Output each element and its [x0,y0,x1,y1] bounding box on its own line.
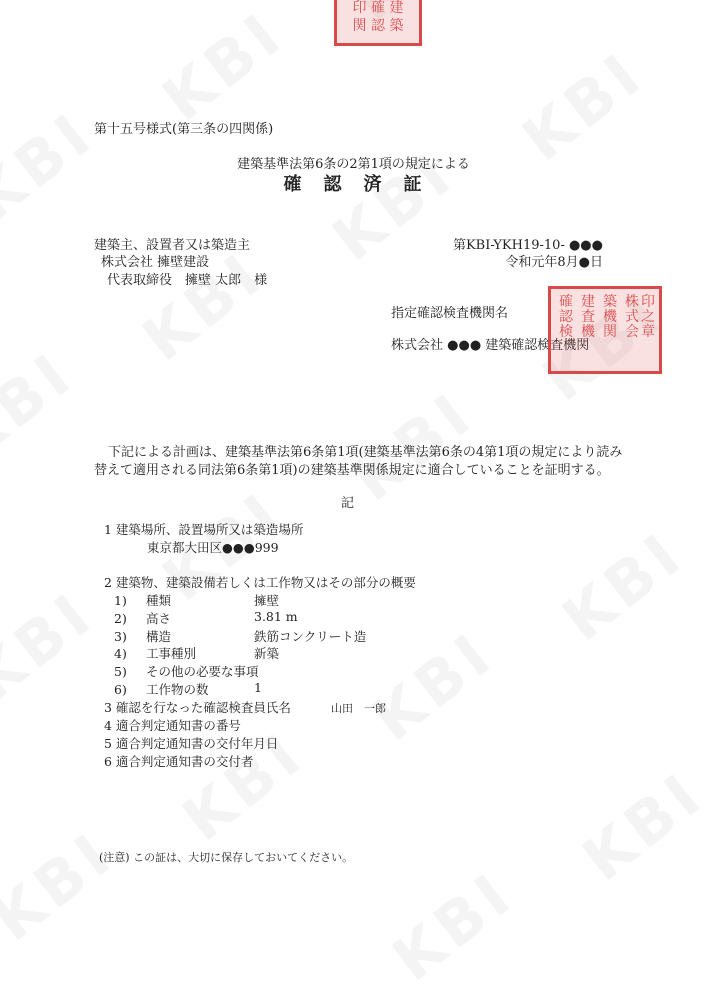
list-item: 3) 構造 [114,629,172,644]
item-value: 1 [254,680,262,695]
watermark-text [550,518,698,655]
section-6-heading: 6 適合判定通知書の交付者 [104,754,254,769]
agency-name: 株式会社 ●●● 建築確認検査機関 [391,338,590,353]
watermark-text [360,618,508,755]
list-item: 4) 工事種別 [114,646,197,661]
section-5-heading: 5 適合判定通知書の交付年月日 [104,736,279,751]
section-1-address: 東京都大田区●●●999 [147,540,279,555]
list-item: 6) 工作物の数 [114,682,209,697]
watermark-text [380,858,528,995]
owner-company: 株式会社 擁壁建設 [101,255,210,270]
section-4-heading: 4 適合判定通知書の番号 [104,718,241,733]
item-value: 3.81 m [254,609,298,624]
form-number: 第十五号様式(第三条の四関係) [94,122,274,137]
item-value: 擁壁 [254,593,280,608]
watermark-text [570,758,707,895]
watermark-text [150,0,298,135]
watermark-text [0,818,128,955]
document-number: 第KBI-YKH19-10- ●●● [452,238,603,253]
ki-heading: 記 [341,496,355,511]
page-title: 確 認 済 証 [283,174,424,195]
top-official-seal: 印 確 建 関 認 築 [334,0,422,46]
inspector-name: 山田 一郎 [331,702,386,715]
owner-representative: 代表取締役 擁壁 太郎 様 [107,273,268,288]
watermark-text [0,578,108,715]
watermark-text [0,338,88,475]
list-item: 1) 種類 [114,593,172,608]
issue-date: 令和元年8月●日 [505,255,603,270]
item-value: 新築 [254,646,280,661]
subtitle: 建築基準法第6条の2第1項の規定による [237,157,470,172]
item-value: 鉄筋コンクリート造 [254,629,367,644]
note: (注意) この証は、大切に保存しておいてください。 [99,851,354,864]
agency-seal: 確 認 検 建 査 機 築 機 関 株 式 会 印 之 章 [548,286,662,374]
owner-label: 建築主、設置者又は築造主 [94,238,251,253]
list-item: 2) 高さ [114,611,172,626]
statement-line-2: 替えて適用される同法第6条第1項)の建築基準関係規定に適合していることを証明する。 [94,463,610,478]
agency-label: 指定確認検査機関名 [391,306,509,321]
section-2-heading: 2 建築物、建築設備若しくは工作物又はその部分の概要 [104,575,416,590]
statement-line-1: 下記による計画は、建築基準法第6条第1項(建築基準法第6条の4第1項の規定により読み [108,445,623,460]
section-3-heading: 3 確認を行なった確認検査員氏名 [104,700,291,715]
section-1-heading: 1 建築場所、設置場所又は築造場所 [104,522,304,537]
list-item: 5) その他の必要な事項 [114,664,259,679]
